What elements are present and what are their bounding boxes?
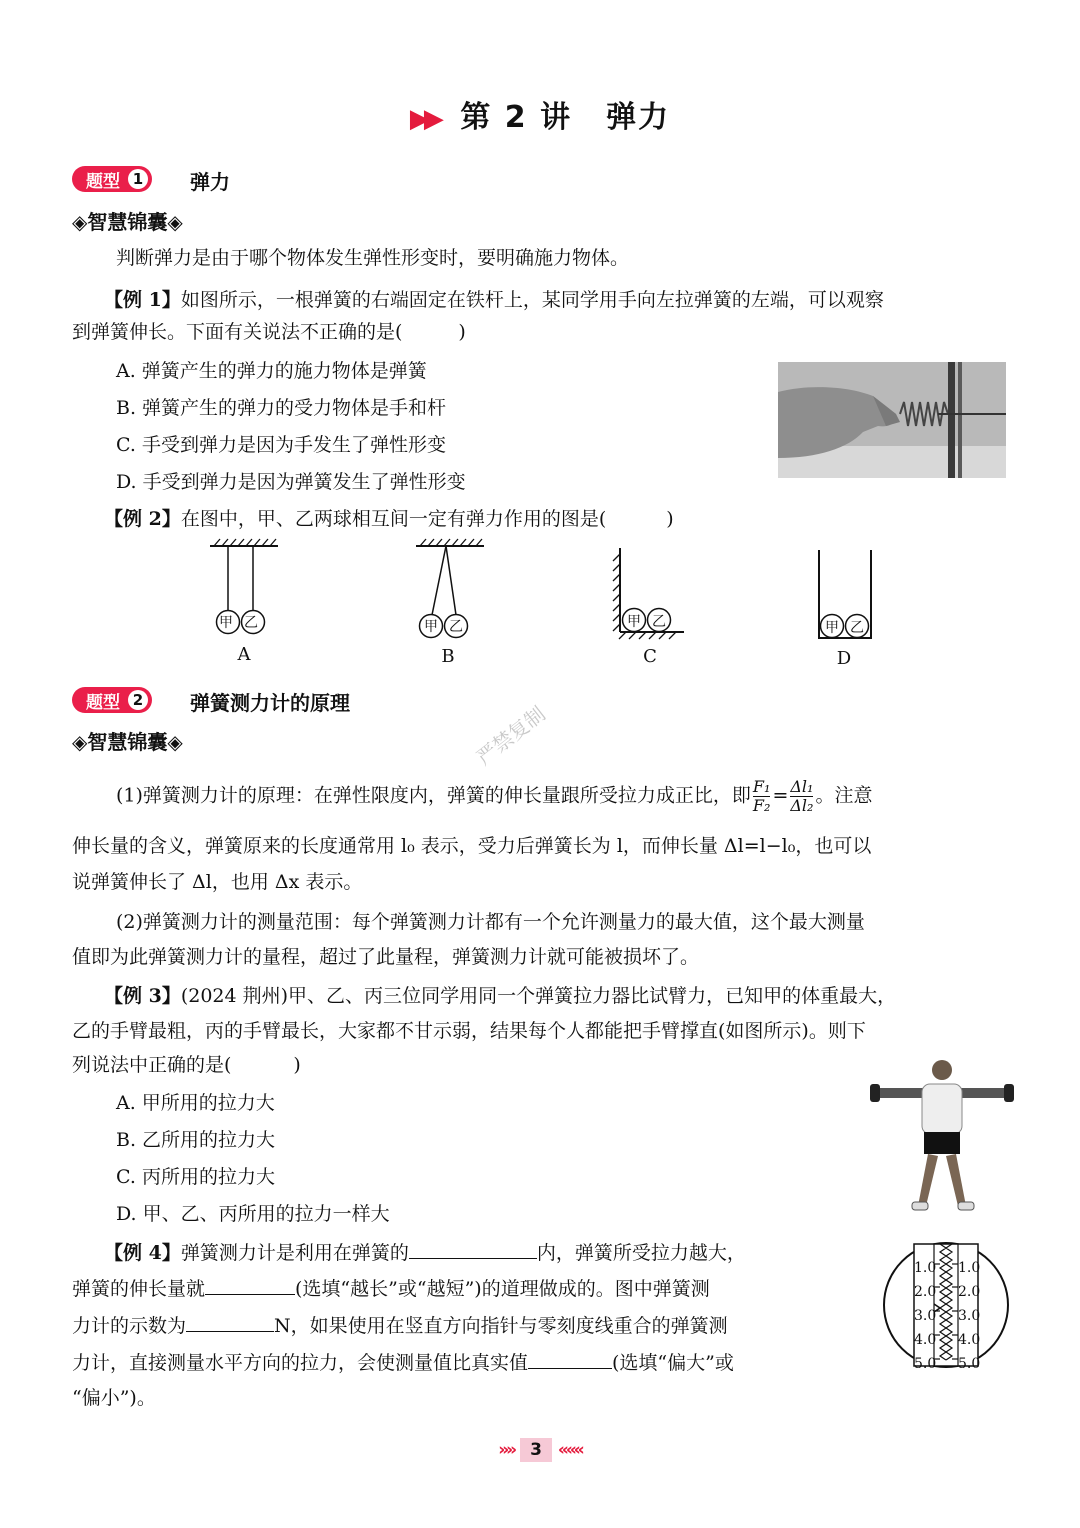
figure-a-label: A [237, 644, 251, 665]
example-4-text-4b: (选填“偏大”或 [612, 1352, 734, 1374]
example-3-label: 【例 3】 [104, 985, 181, 1007]
example-1-option-b: B. 弹簧产生的弹力的受力物体是手和杆 [116, 397, 447, 419]
figure-d-container-balls [812, 548, 878, 642]
example-2-text: 在图中，甲、乙两球相互间一定有弹力作用的图是( [180, 508, 607, 530]
principle-line-2: 伸长量的含义，弹簧原来的长度通常用 l₀ 表示，受力后弹簧长为 l，而伸长量 Δl=l−l₀，也可以 [72, 835, 872, 857]
scale-label: 4.0 [958, 1332, 981, 1348]
figure-c-corner-balls [604, 546, 690, 642]
example-4-text-1a: 弹簧测力计是利用在弹簧的 [180, 1242, 409, 1264]
example-1-option-a: A. 弹簧产生的弹力的施力物体是弹簧 [116, 360, 427, 382]
scale-label: 3.0 [958, 1308, 981, 1324]
example-4-text-3a: 力计的示数为 [72, 1315, 187, 1337]
figure-b-ball-jia: 甲 [424, 619, 438, 635]
example-4-line-4 [72, 1346, 734, 1379]
page-arrows-right-icon: ««« [557, 1440, 582, 1460]
hand-spring-photo [778, 362, 1006, 478]
example-1-text: 如图所示，一根弹簧的右端固定在铁杆上，某同学用手向左拉弹簧的左端，可以观察 [180, 289, 884, 311]
example-3-option-c: C. 丙所用的拉力大 [116, 1166, 275, 1188]
scale-labels-right [958, 1256, 980, 1376]
scale-label: 2.0 [914, 1284, 937, 1300]
tag-label: 题型 [86, 171, 120, 192]
example-4-text-4a: 力计，直接测量水平方向的拉力，会使测量值比真实值 [72, 1352, 529, 1374]
title-arrows-icon: ▶▶ [409, 104, 438, 134]
example-4-label: 【例 4】 [104, 1242, 181, 1264]
example-2-line [104, 503, 674, 535]
fraction-force-num: F₁ [752, 777, 771, 796]
example-4-text-2a: 弹簧的伸长量就 [72, 1278, 206, 1300]
example-3-line-2: 乙的手臂最粗，丙的手臂最长，大家都不甘示弱，结果每个人都能把手臂撑直(如图所示)。则下 [72, 1020, 866, 1042]
example-1-label: 【例 1】 [104, 289, 181, 311]
example-4-text-2b: (选填“越长”或“越短”)的道理做成的。图中弹簧测 [295, 1278, 710, 1300]
example-3-option-d: D. 甲、乙、丙所用的拉力一样大 [116, 1203, 390, 1225]
section-heading-2: 弹簧测力计的原理 [190, 691, 350, 715]
principle-line-3: 说弹簧伸长了 Δl，也用 Δx 表示。 [72, 871, 363, 893]
principle-text-b: 。注意 [815, 784, 873, 807]
fraction-extension-den: Δl₂ [790, 796, 814, 815]
example-3-line-1 [104, 980, 896, 1012]
fraction-force-den: F₂ [752, 796, 771, 815]
scale-label: 5.0 [914, 1356, 937, 1372]
example-4-line-3 [72, 1309, 728, 1342]
answer-blank-4[interactable] [528, 1346, 612, 1369]
example-3-text-1: (2024 荆州)甲、乙、丙三位同学用同一个弹簧拉力器比试臂力，已知甲的体重最大， [180, 985, 897, 1007]
example-3-paren-end: ) [293, 1054, 301, 1076]
figure-c-ball-jia: 甲 [627, 614, 641, 630]
example-4-text-1b: 内，弹簧所受拉力越大， [536, 1242, 746, 1264]
page-arrows-left-icon: »» [498, 1440, 515, 1460]
example-4-line-2 [72, 1272, 710, 1305]
example-4-line-5: “偏小”)。 [72, 1387, 156, 1409]
scale-labels-left [914, 1256, 936, 1376]
example-4-text-3b: N，如果使用在竖直方向指针与零刻度线重合的弹簧测 [274, 1315, 728, 1337]
example-1-paren-end: ) [458, 321, 466, 343]
watermark: 严禁复制 [472, 701, 550, 770]
figure-c-label: C [643, 646, 657, 667]
principle-text-a: (1)弹簧测力计的原理：在弹性限度内，弹簧的伸长量跟所受拉力成正比，即 [116, 784, 751, 807]
scale-label: 1.0 [958, 1260, 981, 1276]
wisdom-label-2: ◈智慧锦囊◈ [72, 730, 183, 754]
section-tag-2 [72, 687, 152, 713]
example-3-option-a: A. 甲所用的拉力大 [116, 1092, 275, 1114]
answer-blank-2[interactable] [205, 1272, 295, 1295]
figure-a-ball-jia: 甲 [219, 615, 233, 631]
figure-d-label: D [836, 648, 852, 669]
example-1-text-2: 到弹簧伸长。下面有关说法不正确的是( [72, 321, 403, 343]
figure-b-label: B [441, 646, 455, 667]
lecture-topic: 弹力 [606, 100, 671, 135]
scale-label: 2.0 [958, 1284, 981, 1300]
tag-number: 2 [128, 690, 148, 710]
figure-d-ball-yi: 乙 [850, 620, 864, 636]
page-title [0, 92, 1080, 136]
answer-blank-1[interactable] [409, 1236, 537, 1259]
principle-line-1: (1)弹簧测力计的原理：在弹性限度内，弹簧的伸长量跟所受拉力成正比，即 $\frac{\text{F₁}}{\text{F₂}}$ = $\frac{\text{Δl₁}}{\text{Δl₂}}$ 。注意 [116, 777, 873, 815]
figure-c-ball-yi: 乙 [652, 614, 666, 630]
fraction-force [753, 778, 771, 815]
fraction-extension [790, 778, 813, 815]
example-1-option-d: D. 手受到弹力是因为弹簧发生了弹性形变 [116, 471, 466, 493]
example-1-line-2 [72, 316, 466, 348]
range-line-1: (2)弹簧测力计的测量范围：每个弹簧测力计都有一个允许测量力的最大值，这个最大测量 [116, 911, 865, 933]
example-3-line-3 [72, 1049, 301, 1081]
example-3-text-3: 列说法中正确的是( [72, 1054, 232, 1076]
tag-label: 题型 [86, 692, 120, 713]
example-3-option-b: B. 乙所用的拉力大 [116, 1129, 276, 1151]
example-1-option-c: C. 手受到弹力是因为手发生了弹性形变 [116, 434, 446, 456]
example-1-line-1 [104, 284, 1014, 316]
scale-label: 3.0 [914, 1308, 937, 1324]
page-number-value: 3 [520, 1438, 552, 1462]
scale-label: 4.0 [914, 1332, 937, 1348]
scale-label: 5.0 [958, 1356, 981, 1372]
fraction-extension-num: Δl₁ [790, 777, 814, 796]
answer-blank-3[interactable] [186, 1309, 274, 1332]
page-number [480, 1438, 600, 1462]
wisdom-label-1: ◈智慧锦囊◈ [72, 210, 183, 234]
tip-text-1: 判断弹力是由于哪个物体发生弹性形变时，要明确施力物体。 [116, 247, 630, 269]
figure-b-ball-yi: 乙 [449, 619, 463, 635]
figure-a-ball-yi: 乙 [244, 615, 258, 631]
example-4-line-1 [104, 1236, 746, 1269]
athlete-chest-expander-figure [866, 1056, 1018, 1214]
section-tag-1 [72, 166, 152, 192]
example-2-label: 【例 2】 [104, 508, 181, 530]
spring-scale-figure [878, 1240, 1014, 1370]
section-heading-1: 弹力 [190, 170, 230, 194]
example-2-paren-end: ) [666, 508, 674, 530]
range-line-2: 值即为此弹簧测力计的量程，超过了此量程，弹簧测力计就可能被损坏了。 [72, 946, 700, 968]
figure-d-ball-jia: 甲 [825, 620, 839, 636]
lecture-number: 第 2 讲 [460, 100, 573, 135]
tag-number: 1 [128, 169, 148, 189]
scale-label: 1.0 [914, 1260, 937, 1276]
